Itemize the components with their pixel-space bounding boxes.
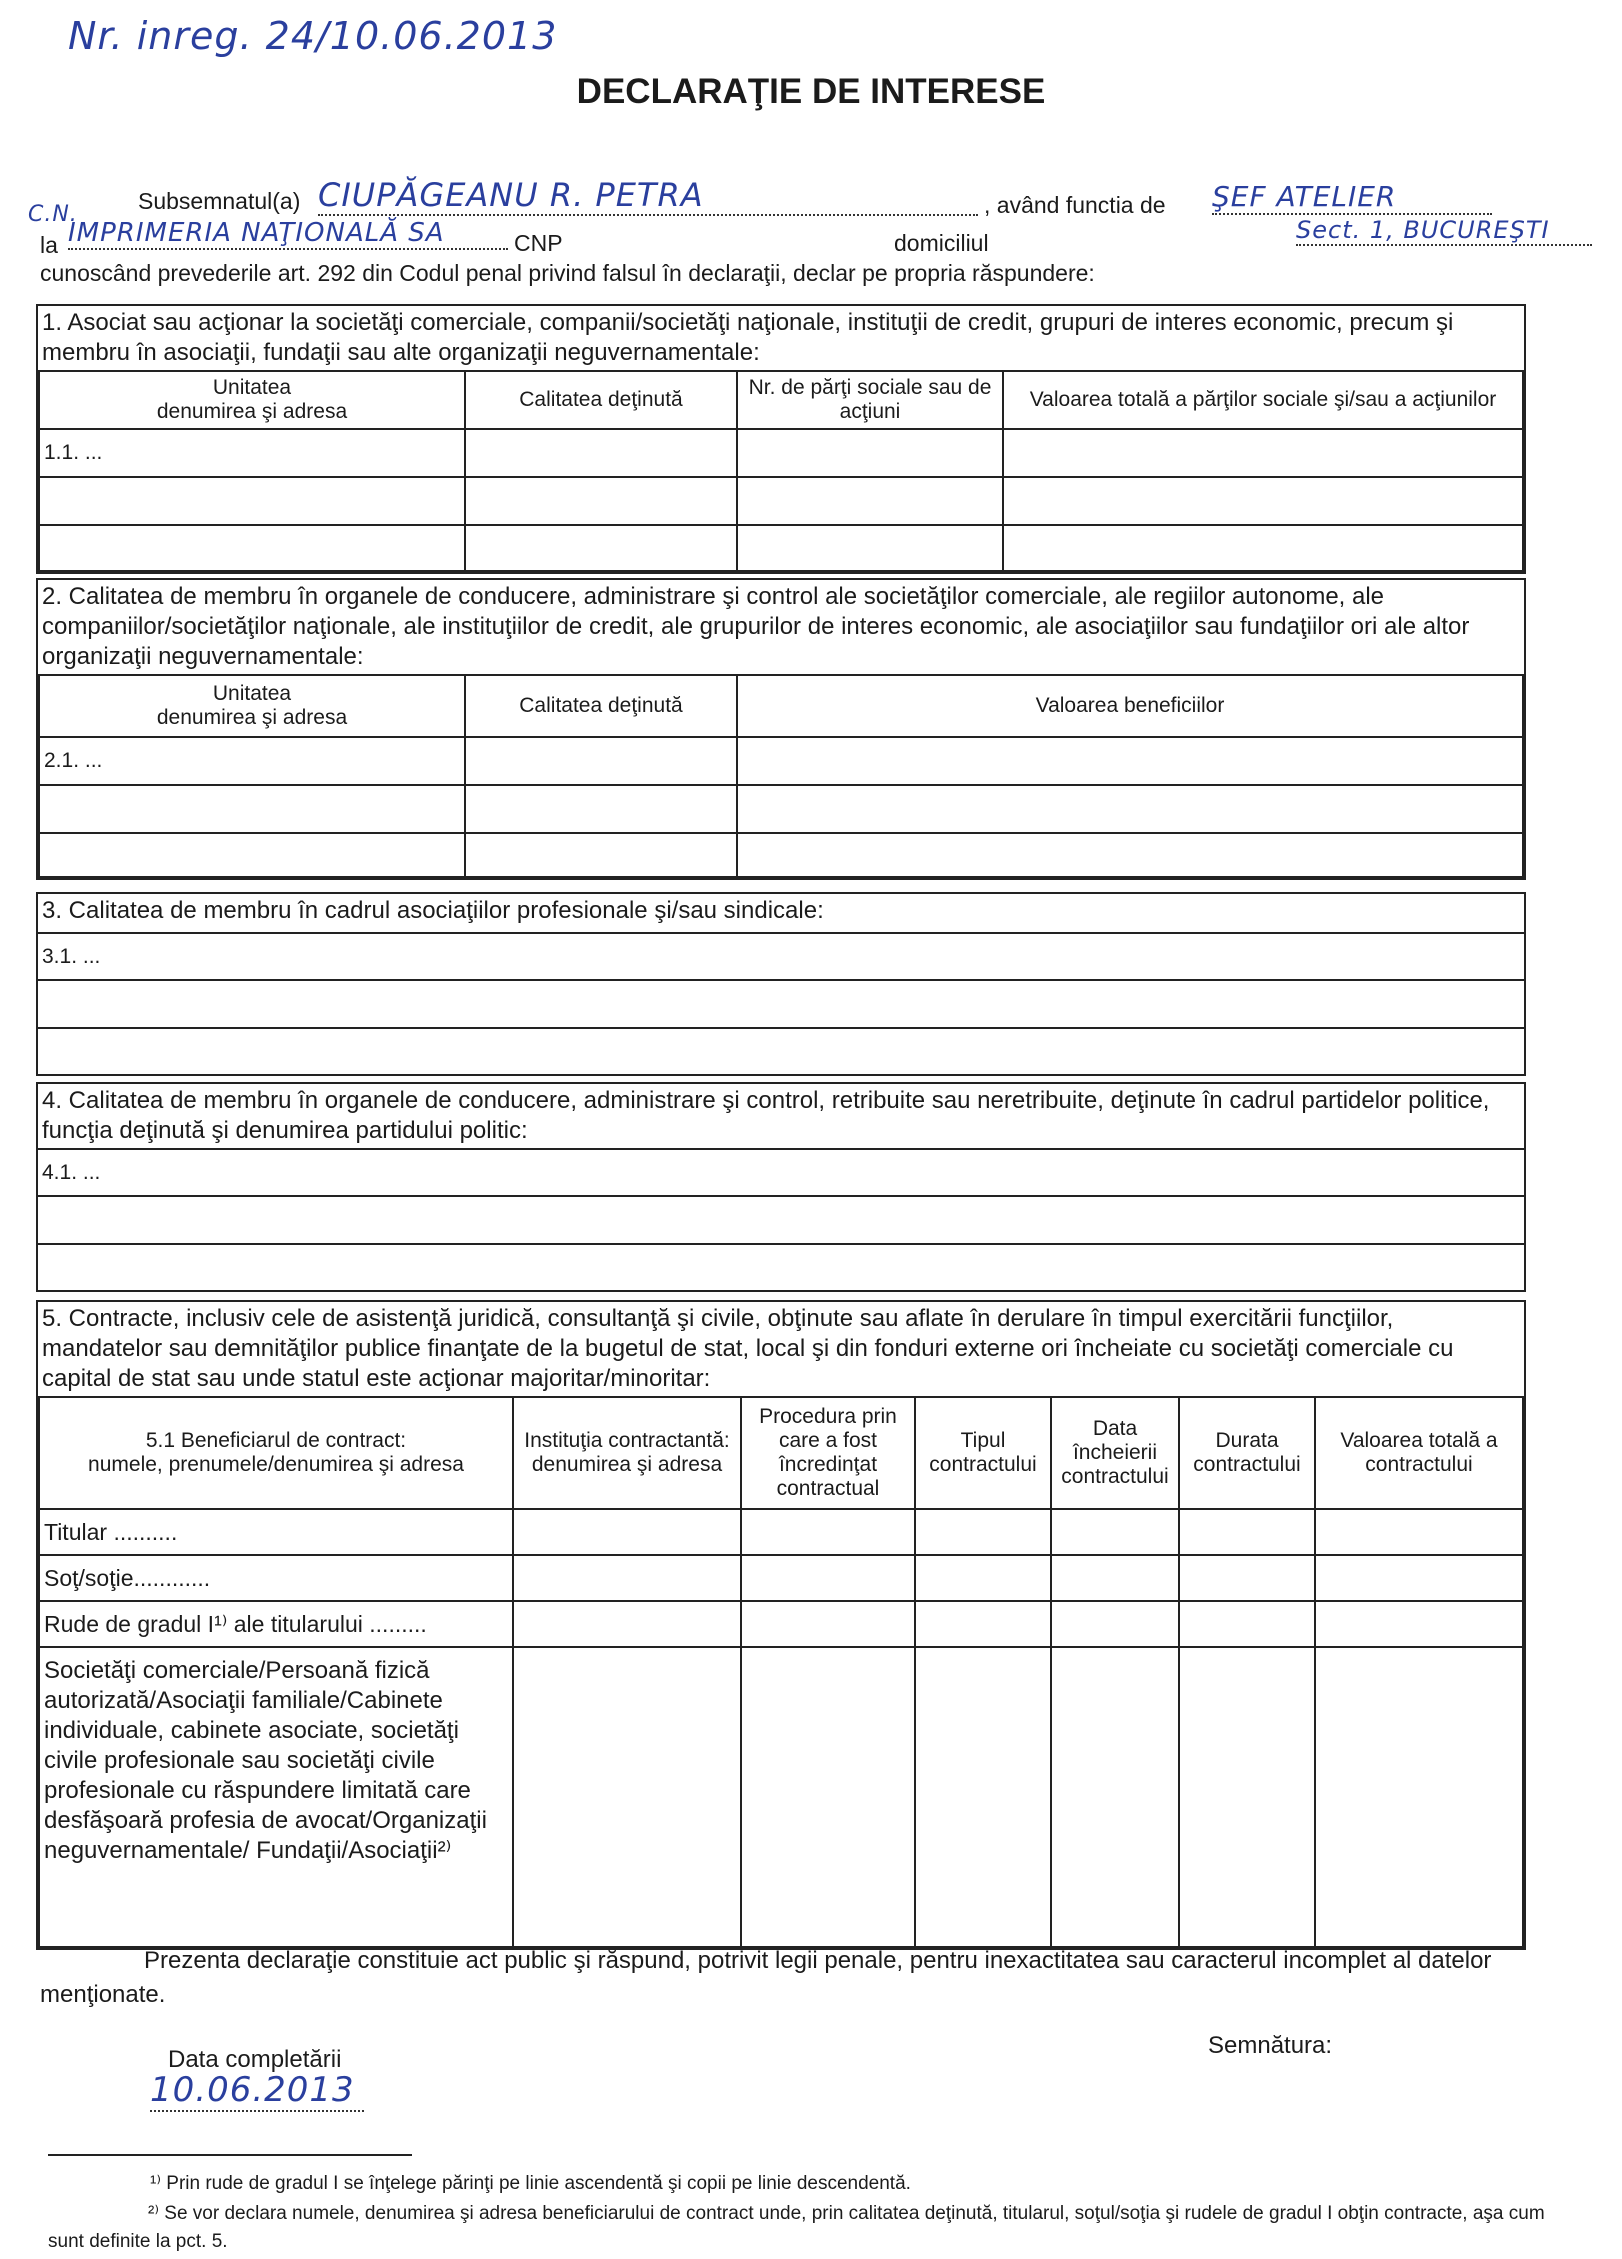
cell[interactable]: [465, 525, 737, 571]
section-3-table: [38, 934, 1524, 1074]
row-label: 2.1. ...: [39, 737, 465, 785]
col-parti-sociale: Nr. de părţi sociale sau de acţiuni: [737, 371, 1003, 429]
cell[interactable]: [1315, 1555, 1523, 1601]
cell[interactable]: [1051, 1555, 1179, 1601]
col-valoarea: Valoarea totală a contractului: [1315, 1397, 1523, 1509]
cell[interactable]: [513, 1601, 741, 1647]
signature-area[interactable]: [1290, 2062, 1490, 2092]
domiciliul-field[interactable]: Sect. 1, BUCUREŞTI: [1296, 216, 1592, 246]
section-4-table: [38, 1150, 1524, 1290]
cell[interactable]: [915, 1601, 1051, 1647]
cell[interactable]: [39, 785, 465, 833]
col-data: Data încheierii contractului: [1051, 1397, 1179, 1509]
section-5: [36, 1300, 1526, 1950]
row-label: 4.1. ...: [38, 1150, 1524, 1196]
signature-label: Semnătura:: [1208, 2032, 1333, 2059]
section-2-table: [38, 674, 1524, 878]
cell[interactable]: [915, 1555, 1051, 1601]
cell[interactable]: [741, 1509, 915, 1555]
prefix-handwriting: C.N.: [28, 202, 78, 227]
cell[interactable]: [39, 833, 465, 877]
section-1: [36, 304, 1526, 574]
section-2: [36, 578, 1526, 880]
section-5-table: [38, 1396, 1524, 1948]
col-unitatea: Unitatea denumirea şi adresa: [39, 371, 465, 429]
cell[interactable]: [741, 1555, 915, 1601]
section-5-heading: 5. Contracte, inclusiv cele de asistenţă juridică, consultanţă şi civile, obţinute sau aflate în derulare în timpul exercitării funcţiilor, mandatelor sau demnităţilor publice finanţate de la bugetul de stat, local şi din fonduri externe ori încheiate cu societăţi comerciale cu capital de stat sau unde statul este acţionar majoritar/minoritar:: [42, 1305, 1454, 1392]
cell[interactable]: [915, 1509, 1051, 1555]
cell[interactable]: [737, 833, 1523, 877]
cell[interactable]: [465, 429, 737, 477]
functia-field[interactable]: ŞEF ATELIER: [1212, 180, 1492, 215]
row-label: Societăţi comerciale/Persoană fizică autorizată/Asociaţii familiale/Cabinete individuale, cabinete asociate, societăţi civile profesionale sau societăţi civile profesionale cu răspundere limitată care desfăşoară profesia de avocat/Organizaţii neguvernamentale/ Fundaţii/Asociaţii²⁾: [39, 1647, 513, 1947]
col-durata: Durata contractului: [1179, 1397, 1315, 1509]
col-valoarea: Valoarea totală a părţilor sociale şi/sau a acţiunilor: [1003, 371, 1523, 429]
footnote-2: ²⁾ Se vor declara numele, denumirea şi adresa beneficiarului de contract unde, prin calitatea deţinută, titularul, soţul/soţia şi rudele de gradul I obţin contracte, aşa cum sunt definite la pct. 5.: [48, 2203, 1545, 2252]
cell[interactable]: [1051, 1601, 1179, 1647]
section-1-heading: 1. Asociat sau acţionar la societăţi comerciale, companii/societăţi naţionale, instituţii de credit, grupuri de interes economic, precum şi membru în asociaţii, fundaţii sau alte organizaţii neguvernamentale:: [42, 309, 1454, 366]
col-institutia: Instituţia contractantă: denumirea şi adresa: [513, 1397, 741, 1509]
cell[interactable]: [1179, 1555, 1315, 1601]
cell[interactable]: [513, 1555, 741, 1601]
cell[interactable]: [1315, 1647, 1523, 1947]
cell[interactable]: [1003, 525, 1523, 571]
cell[interactable]: [1315, 1509, 1523, 1555]
row-label: Titular ..........: [39, 1509, 513, 1555]
closing-text: Prezenta declaraţie constituie act public şi răspund, potrivit legii penale, pentru inexactitatea sau caracterul incomplet al datelor menţionate.: [40, 1947, 1492, 2008]
domiciliul-label: domiciliul: [894, 230, 989, 256]
cell[interactable]: [38, 1244, 1524, 1290]
section-3-heading: 3. Calitatea de membru în cadrul asociaţiilor profesionale şi/sau sindicale:: [38, 894, 1524, 934]
col-tipul: Tipul contractului: [915, 1397, 1051, 1509]
cell[interactable]: [465, 785, 737, 833]
cell[interactable]: [1051, 1647, 1179, 1947]
la-label: la: [40, 232, 58, 258]
cell[interactable]: [38, 1196, 1524, 1244]
cell[interactable]: [1003, 477, 1523, 525]
section-1-table: [38, 370, 1524, 572]
cell[interactable]: [741, 1601, 915, 1647]
cell[interactable]: [1315, 1601, 1523, 1647]
row-label: 3.1. ...: [38, 934, 1524, 980]
cell[interactable]: [737, 477, 1003, 525]
cell[interactable]: [465, 737, 737, 785]
row-label: Rude de gradul I¹⁾ ale titularului .........: [39, 1601, 513, 1647]
registration-number: Nr. inreg. 24/10.06.2013: [68, 14, 558, 58]
date-field[interactable]: 10.06.2013: [150, 2070, 364, 2112]
section-2-heading: 2. Calitatea de membru în organele de conducere, administrare şi control ale societăţilor comerciale, ale regiilor autonome, ale companiilor/societăţilor naţionale, ale instituţiilor de credit, ale grupurilor de interes economic, ale asociaţiilor sau fundaţiilor ori ale altor organizaţii neguvernamentale:: [42, 583, 1470, 670]
footnote-divider: [48, 2154, 412, 2156]
date-label: Data completării: [168, 2046, 342, 2073]
cell[interactable]: [39, 477, 465, 525]
col-beneficiar: 5.1 Beneficiarul de contract: numele, prenumele/denumirea şi adresa: [39, 1397, 513, 1509]
institution-field[interactable]: IMPRIMERIA NAŢIONALĂ SA: [68, 218, 508, 250]
cell[interactable]: [465, 833, 737, 877]
cell[interactable]: [1179, 1647, 1315, 1947]
cell[interactable]: [737, 737, 1523, 785]
cell[interactable]: [38, 980, 1524, 1028]
cell[interactable]: [915, 1647, 1051, 1947]
cell[interactable]: [1003, 429, 1523, 477]
cell[interactable]: [737, 785, 1523, 833]
row-label: Soţ/soţie............: [39, 1555, 513, 1601]
col-calitatea: Calitatea deţinută: [465, 371, 737, 429]
section-4: [36, 1082, 1526, 1292]
cell[interactable]: [737, 429, 1003, 477]
col-calitatea: Calitatea deţinută: [465, 675, 737, 737]
col-procedura: Procedura prin care a fost încredinţat contractual: [741, 1397, 915, 1509]
cell[interactable]: [741, 1647, 915, 1947]
page-title: DECLARAŢIE DE INTERESE: [576, 72, 1046, 111]
cell[interactable]: [737, 525, 1003, 571]
col-beneficii: Valoarea beneficiilor: [737, 675, 1523, 737]
section-4-heading: 4. Calitatea de membru în organele de conducere, administrare şi control, retribuite sau neretribuite, deţinute în cadrul partidelor politice, funcţia deţinută şi denumirea partidului politic:: [38, 1084, 1524, 1150]
subsemnatul-label: Subsemnatul(a): [138, 188, 301, 214]
cell[interactable]: [1179, 1601, 1315, 1647]
row-label: 1.1. ...: [39, 429, 465, 477]
cell[interactable]: [513, 1647, 741, 1947]
cell[interactable]: [39, 525, 465, 571]
functia-label: , având functia de: [984, 192, 1166, 218]
cell[interactable]: [513, 1509, 741, 1555]
cnp-label: CNP: [514, 230, 563, 256]
col-unitatea: Unitatea denumirea şi adresa: [39, 675, 465, 737]
cell[interactable]: [1051, 1509, 1179, 1555]
footnote-1: ¹⁾ Prin rude de gradul I se înţelege părinţi pe linie ascendentă şi copii pe linie descendentă.: [150, 2173, 911, 2194]
cell[interactable]: [465, 477, 737, 525]
cell[interactable]: [38, 1028, 1524, 1074]
name-field[interactable]: CIUPĂGEANU R. PETRA: [318, 176, 978, 216]
cell[interactable]: [1179, 1509, 1315, 1555]
section-3: [36, 892, 1526, 1076]
statement-text: cunoscând prevederile art. 292 din Codul penal privind falsul în declaraţii, declar pe propria răspundere:: [40, 260, 1095, 286]
